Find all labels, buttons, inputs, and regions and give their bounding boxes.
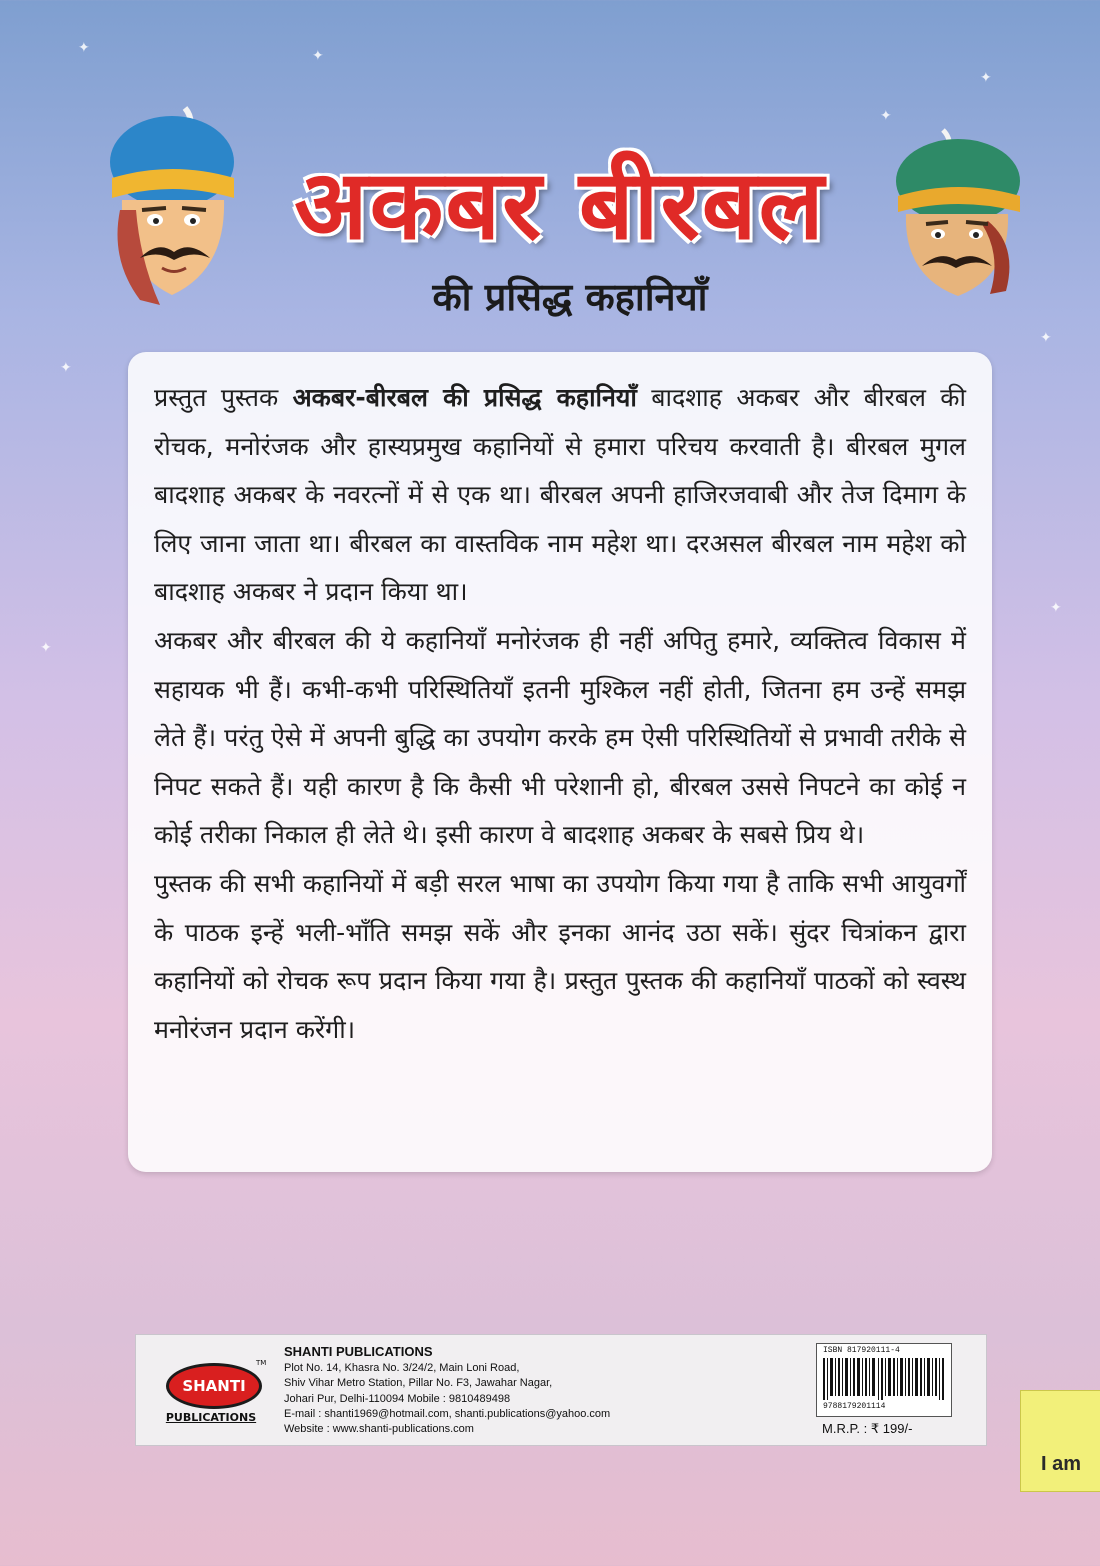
blurb-panel: [128, 352, 992, 1172]
isbn-label: ISBN 817920111-4: [823, 1346, 900, 1355]
email-line: E-mail : shanti1969@hotmail.com, shanti.publications@yahoo.com: [284, 1407, 611, 1420]
sparkle: ✦: [880, 108, 892, 124]
blurb-p1-lead: प्रस्तुत पुस्तक: [154, 383, 293, 412]
mrp-price: M.R.P. : ₹ 199/-: [822, 1421, 913, 1436]
book-subtitle: की प्रसिद्ध कहानियाँ: [432, 275, 708, 319]
sparkle: ✦: [40, 640, 52, 656]
blurb-p1-bold-title: अकबर-बीरबल की प्रसिद्ध कहानियाँ: [292, 383, 637, 412]
blurb-paragraph-1: [154, 374, 966, 617]
blurb-p1-rest: बादशाह अकबर और बीरबल की रोचक, मनोरंजक और हास्यप्रमुख कहानियों से हमारा परिचय करवाती है। बीरबल मुगल बादशाह अकबर के नवरत्नों में से एक था। बीरबल अपनी हाजिरजवाबी और तेज दिमाग के लिए जाना जाता था। बीरबल का वास्तविक नाम महेश था। दरअसल बीरबल नाम महेश को बादशाह अकबर ने प्रदान किया था।: [154, 383, 966, 607]
website-line: Website : www.shanti-publications.com: [284, 1423, 474, 1436]
address-line-1: Plot No. 14, Khasra No. 3/24/2, Main Loni Road,: [284, 1362, 520, 1374]
sparkle: ✦: [980, 70, 992, 86]
sparkle: ✦: [1050, 600, 1062, 616]
barcode: [816, 1343, 952, 1417]
barcode-bars: [823, 1358, 945, 1400]
sparkle: ✦: [1040, 330, 1052, 346]
barcode-number: 9788179201114: [823, 1402, 886, 1411]
trademark-mark: TM: [256, 1359, 267, 1367]
akbar-illustration: [100, 100, 250, 310]
sparkle: ✦: [60, 360, 72, 376]
birbal-illustration: [878, 126, 1028, 301]
yellow-sticker: [1020, 1390, 1100, 1492]
sparkle: ✦: [312, 48, 324, 64]
book-title: अकबर बीरबल: [294, 149, 826, 261]
publisher-name: SHANTI PUBLICATIONS: [284, 1344, 433, 1359]
shanti-logo: SHANTI: [166, 1363, 262, 1409]
blurb-paragraph-3: पुस्तक की सभी कहानियों में बड़ी सरल भाषा का उपयोग किया गया है ताकि सभी आयुवर्गों के पाठक इन्हें भली-भाँति समझ सकें और इनका आनंद उठा सकें। सुंदर चित्रांकन द्वारा कहानियों को रोचक रूप प्रदान किया गया है। प्रस्तुत पुस्तक की कहानियाँ पाठकों को स्वस्थ मनोरंजन प्रदान करेंगी।: [154, 868, 966, 1044]
publisher-box: [135, 1334, 987, 1446]
publisher-address: [284, 1343, 724, 1437]
address-line-3: Johari Pur, Delhi-110094 Mobile : 9810489498: [284, 1392, 511, 1405]
sticker-text: I am: [1041, 1453, 1082, 1475]
sparkle: ✦: [78, 40, 90, 56]
address-line-2: Shiv Vihar Metro Station, Pillar No. F3, Jawahar Nagar,: [284, 1377, 553, 1390]
blurb-paragraph-2: अकबर और बीरबल की ये कहानियाँ मनोरंजक ही नहीं अपितु हमारे, व्यक्तित्व विकास में सहायक भी हैं। कभी-कभी परिस्थितियाँ इतनी मुश्किल नहीं होती, जितना हम उन्हें समझ लेते हैं। परंतु ऐसे में अपनी बुद्धि का उपयोग करके हम ऐसी परिस्थितियों से प्रभावी तरीके से निपट सकते हैं। यही कारण है कि कैसी भी परेशानी हो, बीरबल उससे निपटने का कोई न कोई तरीका निकाल ही लेते थे। इसी कारण वे बादशाह अकबर के सबसे प्रिय थे।: [154, 625, 966, 850]
logo-subtitle: PUBLICATIONS: [165, 1411, 257, 1424]
